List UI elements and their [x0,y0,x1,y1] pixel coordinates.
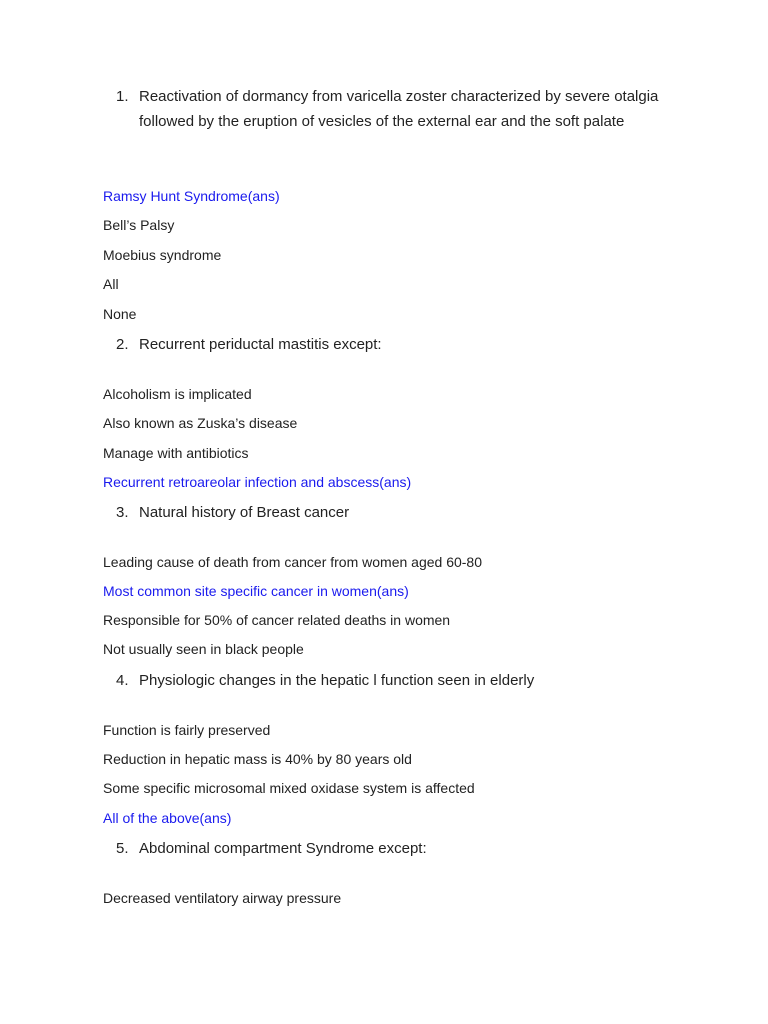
option: Manage with antibiotics [103,445,249,461]
option: All [103,276,119,292]
question-number: 5. [116,840,129,857]
option: Moebius syndrome [103,247,222,263]
question-number: 3. [116,504,129,521]
question-text: Reactivation of dormancy from varicella zoster characterized by severe otalgia followed by the eruption of vesicles of the external ear and the soft palate [139,88,659,130]
question-text: Natural history of Breast cancer [139,504,350,521]
option: Alcoholism is implicated [103,386,252,402]
option: Not usually seen in black people [103,641,304,657]
option: Decreased ventilatory airway pressure [103,890,342,906]
option: Reduction in hepatic mass is 40% by 80 years old [103,751,412,767]
option: Some specific microsomal mixed oxidase system is affected [103,780,475,796]
question-number: 1. [116,88,129,105]
option: None [103,306,137,322]
option: Bell’s Palsy [103,217,175,233]
option-answer: Ramsy Hunt Syndrome(ans) [103,188,280,204]
option-answer: Most common site specific cancer in women(ans) [103,583,409,599]
option: Leading cause of death from cancer from women aged 60-80 [103,554,483,570]
question-text: Physiologic changes in the hepatic l function seen in elderly [139,672,535,689]
option-answer: All of the above(ans) [103,810,232,826]
option-answer: Recurrent retroareolar infection and abscess(ans) [103,474,412,490]
option: Function is fairly preserved [103,722,271,738]
question-text: Abdominal compartment Syndrome except: [139,840,427,857]
option: Responsible for 50% of cancer related deaths in women [103,612,451,628]
option: Also known as Zuska’s disease [103,415,298,431]
question-number: 4. [116,672,129,689]
question-text: Recurrent periductal mastitis except: [139,336,382,353]
question-number: 2. [116,336,129,353]
